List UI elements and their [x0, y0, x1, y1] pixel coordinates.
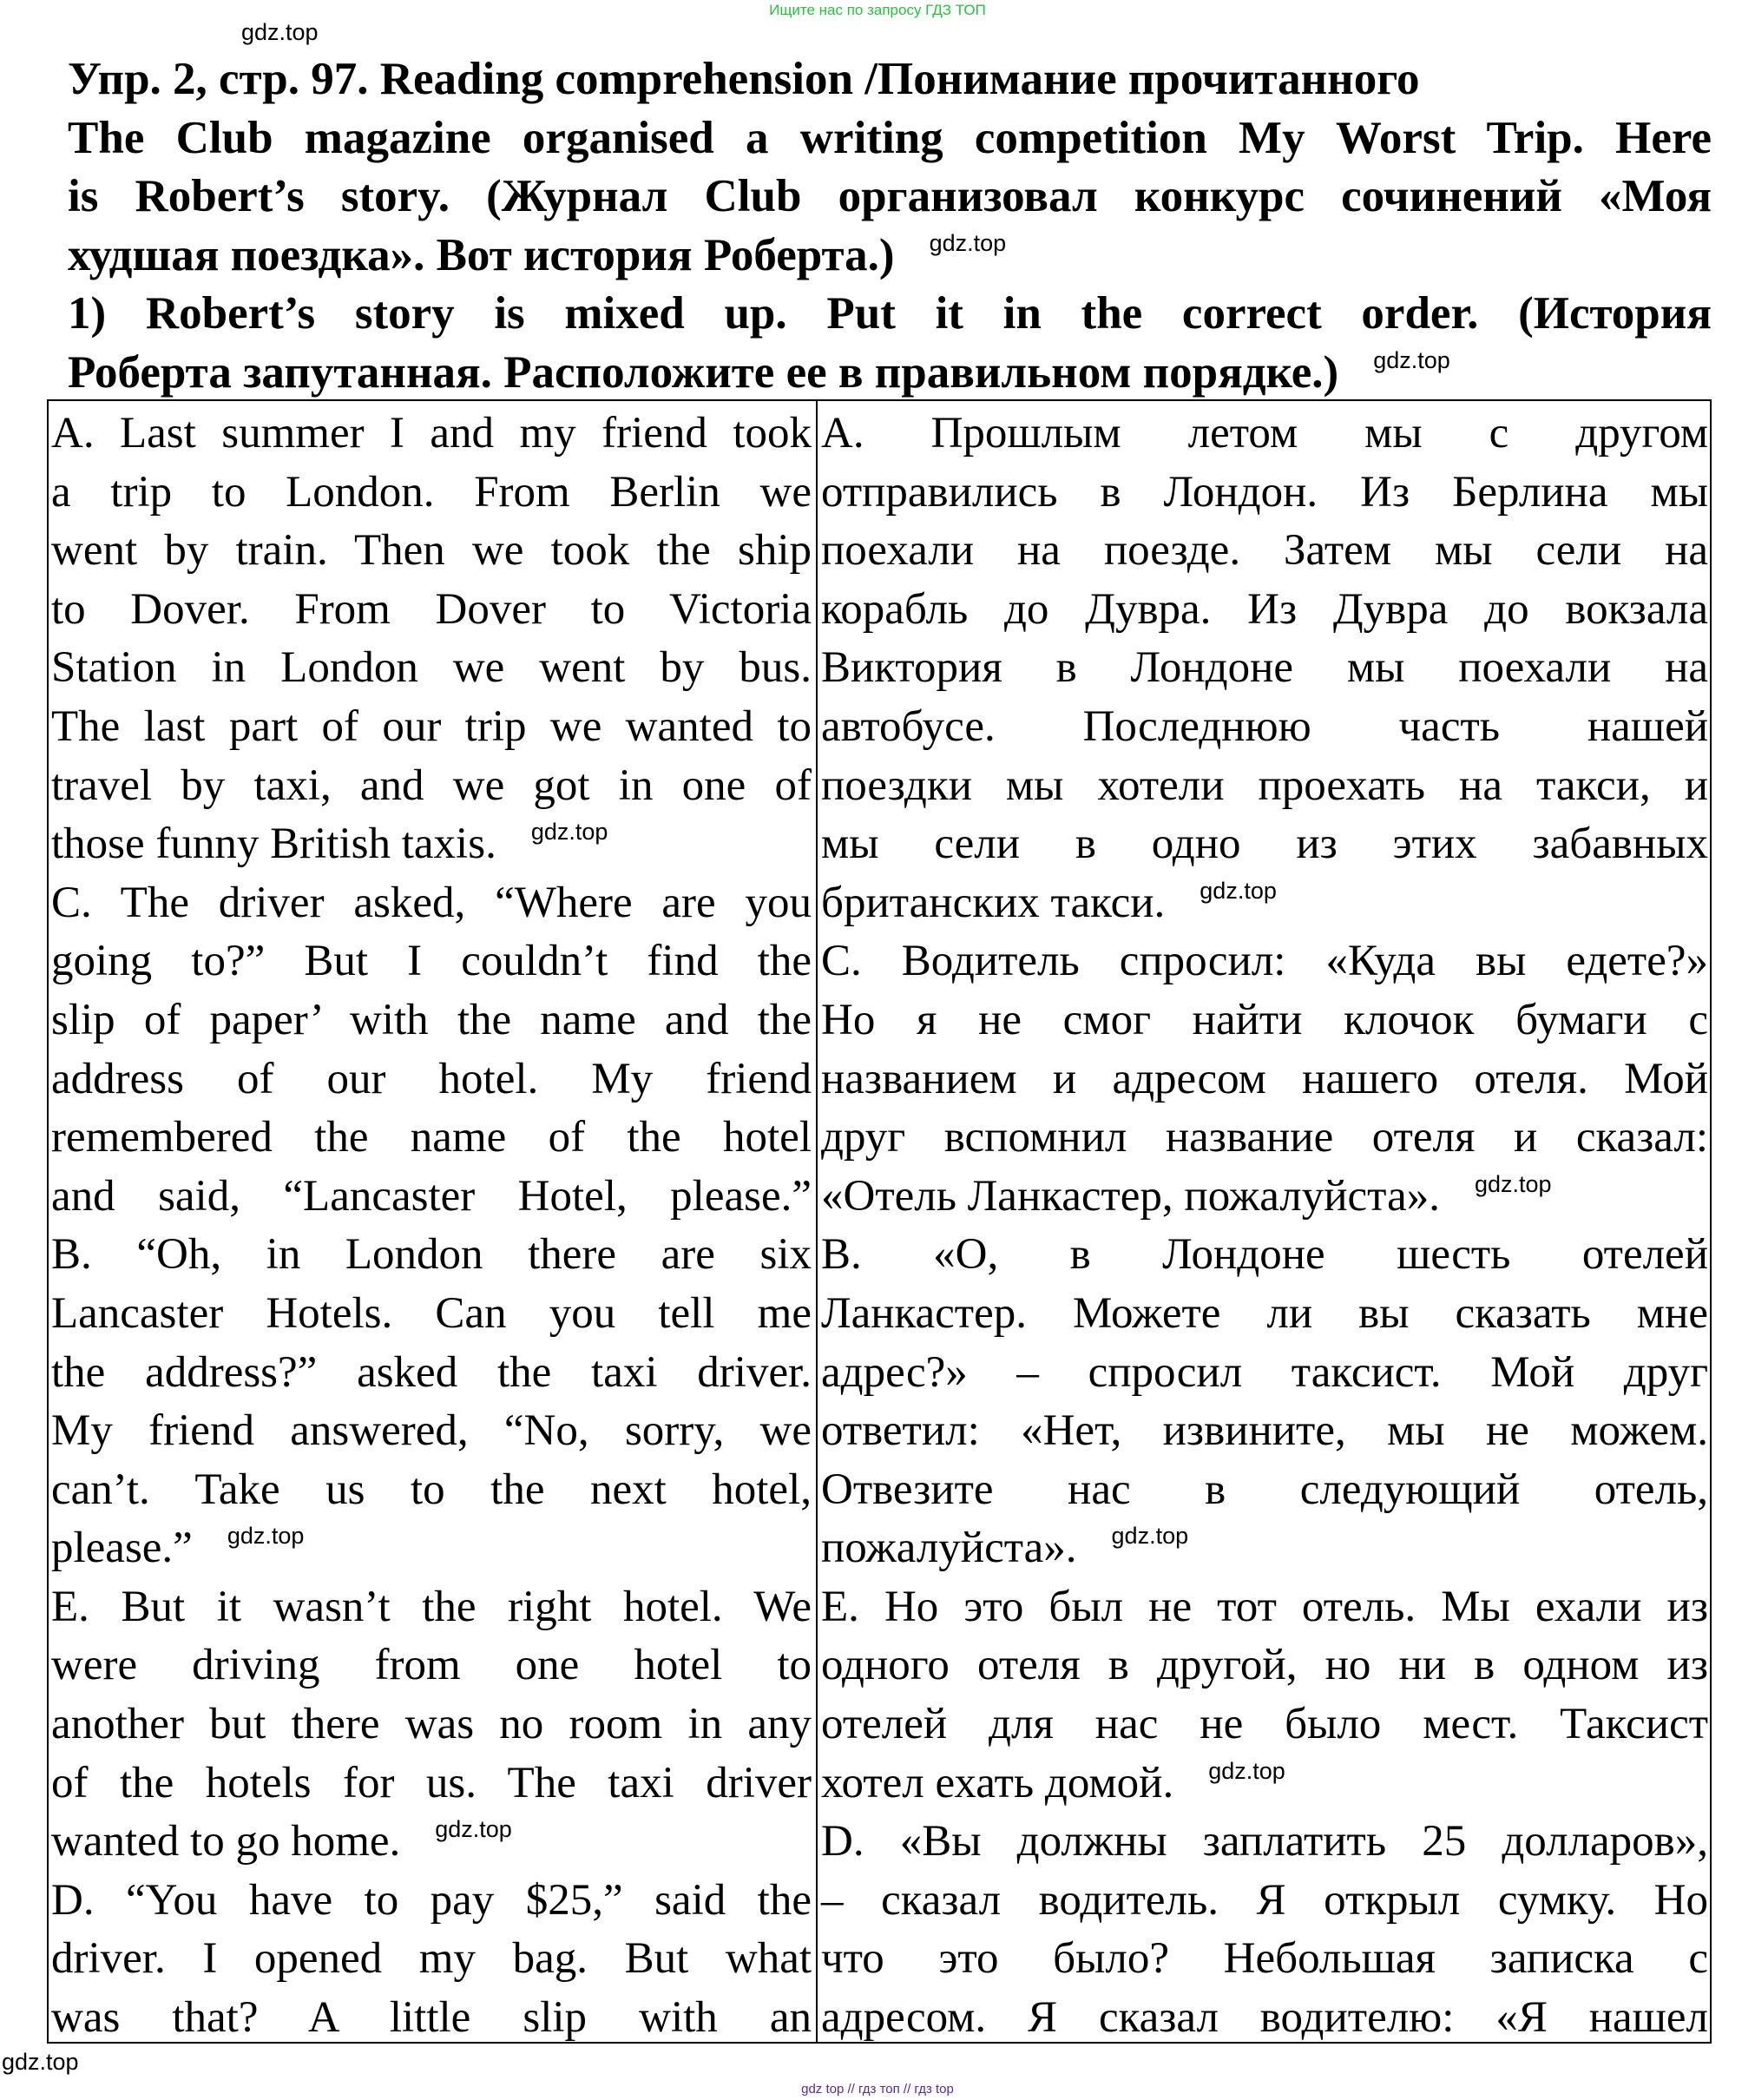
text-line — [821, 1285, 1708, 1344]
line-text: Упр. 2, стр. 97. Reading comprehension /Понимание прочитанного — [68, 54, 1420, 104]
line-text: E. But it wasn’t the right hotel. We — [51, 1582, 812, 1631]
text-line — [51, 464, 812, 523]
line-text: С. Водитель спросил: «Куда вы едете?» — [821, 937, 1708, 986]
line-text: Роберта запутанная. Расположите ее в правильном порядке.) — [68, 346, 1339, 398]
text-line — [51, 757, 812, 816]
line-text: Е. Но это был не тот отель. Мы ехали из — [821, 1582, 1708, 1631]
text-line — [821, 1872, 1708, 1931]
watermark: gdz.top — [2, 2049, 79, 2075]
line-text: A. Last summer I and my friend took — [51, 409, 812, 458]
text-line — [51, 698, 812, 757]
russian-column — [821, 405, 1708, 2048]
text-line — [51, 1872, 812, 1931]
watermark: gdz.top — [227, 1523, 305, 1550]
line-text: D. “You have to pay $25,” said the — [51, 1875, 812, 1925]
line-text: худшая поездка». Вот история Роберта.) — [68, 229, 895, 280]
text-line — [821, 1461, 1708, 1520]
text-line — [51, 522, 812, 581]
text-line — [51, 1344, 812, 1403]
text-line — [821, 1402, 1708, 1461]
text-line — [68, 344, 1712, 403]
line-text: поездки мы хотели проехать на такси, и — [821, 760, 1708, 810]
text-line — [821, 522, 1708, 581]
text-table — [47, 399, 1712, 2044]
watermark: gdz.top — [1474, 1170, 1552, 1197]
text-line — [821, 932, 1708, 991]
watermark: gdz.top — [929, 229, 1007, 256]
text-line — [51, 1226, 812, 1285]
text-line — [51, 815, 812, 874]
line-text: travel by taxi, and we got in one of — [51, 760, 812, 810]
line-text: Отвезите нас в следующий отель, — [821, 1465, 1708, 1514]
text-line — [51, 1578, 812, 1637]
line-text: B. “Oh, in London there are six — [51, 1230, 812, 1280]
line-text: My friend answered, “No, sorry, we — [51, 1406, 812, 1456]
text-line — [51, 1109, 812, 1168]
line-text: отправились в Лондон. Из Берлина мы — [821, 467, 1708, 517]
line-text: ответил: «Нет, извините, мы не можем. — [821, 1406, 1708, 1456]
text-line — [821, 405, 1708, 464]
line-text: another but there was no room in any — [51, 1700, 812, 1749]
text-line — [51, 1050, 812, 1109]
line-text: is Robert’s story. (Журнал Club организовал конкурс сочинений «Моя — [68, 171, 1712, 221]
search-banner: Ищите нас по запросу ГДЗ ТОП — [769, 2, 986, 18]
text-line — [821, 1168, 1708, 1227]
text-line — [821, 1344, 1708, 1403]
text-line — [821, 464, 1708, 523]
text-line — [51, 1168, 812, 1227]
line-text: address of our hotel. My friend — [51, 1054, 812, 1103]
text-line — [51, 639, 812, 698]
watermark: gdz.top — [1111, 1523, 1189, 1550]
text-line — [51, 1402, 812, 1461]
line-text: отелей для нас не было мест. Таксист — [821, 1700, 1708, 1749]
line-text: – сказал водитель. Я открыл сумку. Но — [821, 1875, 1708, 1925]
text-line — [821, 757, 1708, 816]
text-line — [821, 815, 1708, 874]
text-line — [68, 109, 1712, 168]
line-text: and said, “Lancaster Hotel, please.” — [51, 1171, 812, 1221]
line-text: Station in London we went by bus. — [51, 643, 812, 693]
text-line — [821, 1930, 1708, 1989]
line-text: названием и адресом нашего отеля. Мой — [821, 1054, 1708, 1103]
line-text: хотел ехать домой. — [821, 1758, 1174, 1807]
line-text: a trip to London. From Berlin we — [51, 467, 812, 517]
text-line — [51, 1461, 812, 1520]
text-line — [821, 639, 1708, 698]
line-text: Ланкастер. Можете ли вы сказать мне — [821, 1288, 1708, 1338]
line-text: В. «О, в Лондоне шесть отелей — [821, 1230, 1708, 1280]
line-text: remembered the name of the hotel — [51, 1113, 812, 1162]
watermark: gdz.top — [1373, 346, 1450, 373]
line-text: 1) Robert’s story is mixed up. Put it in the correct order. (История — [68, 288, 1712, 339]
line-text: одного отеля в другой, но ни в одном из — [821, 1641, 1708, 1690]
line-text: «Отель Ланкастер, пожалуйста». — [821, 1171, 1440, 1221]
exercise-title — [68, 50, 1712, 402]
line-text: мы сели в одно из этих забавных — [821, 820, 1708, 869]
text-line — [821, 1813, 1708, 1872]
text-line — [51, 991, 812, 1050]
text-line — [821, 1109, 1708, 1168]
text-line — [51, 874, 812, 933]
footer-watermark: gdz top // гдз топ // гдз top — [801, 2082, 954, 2097]
line-text: пожалуйста». — [821, 1524, 1077, 1573]
text-line — [821, 1050, 1708, 1109]
line-text: автобусе. Последнюю часть нашей — [821, 701, 1708, 751]
line-text: Lancaster Hotels. Can you tell me — [51, 1288, 812, 1338]
watermark: gdz.top — [530, 819, 608, 846]
text-line — [821, 991, 1708, 1050]
line-text: were driving from one hotel to — [51, 1641, 812, 1690]
watermark: gdz.top — [1200, 877, 1277, 904]
watermark: gdz.top — [241, 19, 319, 45]
line-text: друг вспомнил название отеля и сказал: — [821, 1113, 1708, 1162]
line-text: А. Прошлым летом мы с другом — [821, 409, 1708, 458]
line-text: of the hotels for us. The taxi driver — [51, 1758, 812, 1807]
text-line — [51, 1636, 812, 1695]
line-text: wanted to go home. — [51, 1817, 401, 1866]
text-line — [51, 932, 812, 991]
line-text: The Club magazine organised a writing competition My Worst Trip. Here — [68, 112, 1712, 163]
line-text: C. The driver asked, “Where are you — [51, 878, 812, 927]
watermark: gdz.top — [1208, 1757, 1285, 1784]
line-text: поехали на поезде. Затем мы сели на — [821, 526, 1708, 576]
text-line — [51, 1754, 812, 1814]
text-line — [821, 1636, 1708, 1695]
text-line — [821, 1578, 1708, 1637]
line-text: can’t. Take us to the next hotel, — [51, 1465, 812, 1514]
text-line — [51, 405, 812, 464]
line-text: those funny British taxis. — [51, 820, 496, 869]
line-text: was that? A little slip with an — [51, 1993, 812, 2043]
line-text: went by train. Then we took the ship — [51, 526, 812, 576]
text-line — [821, 1754, 1708, 1814]
line-text: slip of paper’ with the name and the — [51, 995, 812, 1044]
text-line — [51, 1930, 812, 1989]
text-line — [821, 1226, 1708, 1285]
english-column — [51, 405, 812, 2048]
text-line — [821, 1989, 1708, 2048]
line-text: Но я не смог найти клочок бумаги с — [821, 995, 1708, 1044]
line-text: адрес?» – спросил таксист. Мой друг — [821, 1347, 1708, 1397]
text-line — [821, 698, 1708, 757]
line-text: to Dover. From Dover to Victoria — [51, 584, 812, 634]
line-text: что это было? Небольшая записка с — [821, 1934, 1708, 1984]
text-line — [821, 1695, 1708, 1754]
text-line — [68, 50, 1712, 109]
line-text: корабль до Дувра. Из Дувра до вокзала — [821, 584, 1708, 634]
line-text: driver. I opened my bag. But what — [51, 1934, 812, 1984]
text-line — [68, 285, 1712, 344]
text-line — [51, 1813, 812, 1872]
line-text: адресом. Я сказал водителю: «Я нашел — [821, 1993, 1708, 2043]
text-line — [821, 1519, 1708, 1578]
line-text: D. «Вы должны заплатить 25 долларов», — [821, 1817, 1708, 1866]
line-text: The last part of our trip we wanted to — [51, 701, 812, 751]
line-text: please.” — [51, 1524, 193, 1573]
text-line — [51, 1695, 812, 1754]
text-line — [51, 1989, 812, 2048]
watermark: gdz.top — [435, 1816, 512, 1843]
text-line — [821, 581, 1708, 640]
line-text: Виктория в Лондоне мы поехали на — [821, 643, 1708, 693]
column-divider — [816, 401, 818, 2042]
text-line — [51, 581, 812, 640]
line-text: британских такси. — [821, 878, 1166, 927]
text-line — [51, 1285, 812, 1344]
text-line — [51, 1519, 812, 1578]
line-text: the address?” asked the taxi driver. — [51, 1347, 812, 1397]
text-line — [68, 227, 1712, 286]
line-text: going to?” But I couldn’t find the — [51, 937, 812, 986]
text-line — [68, 168, 1712, 227]
text-line — [821, 874, 1708, 933]
